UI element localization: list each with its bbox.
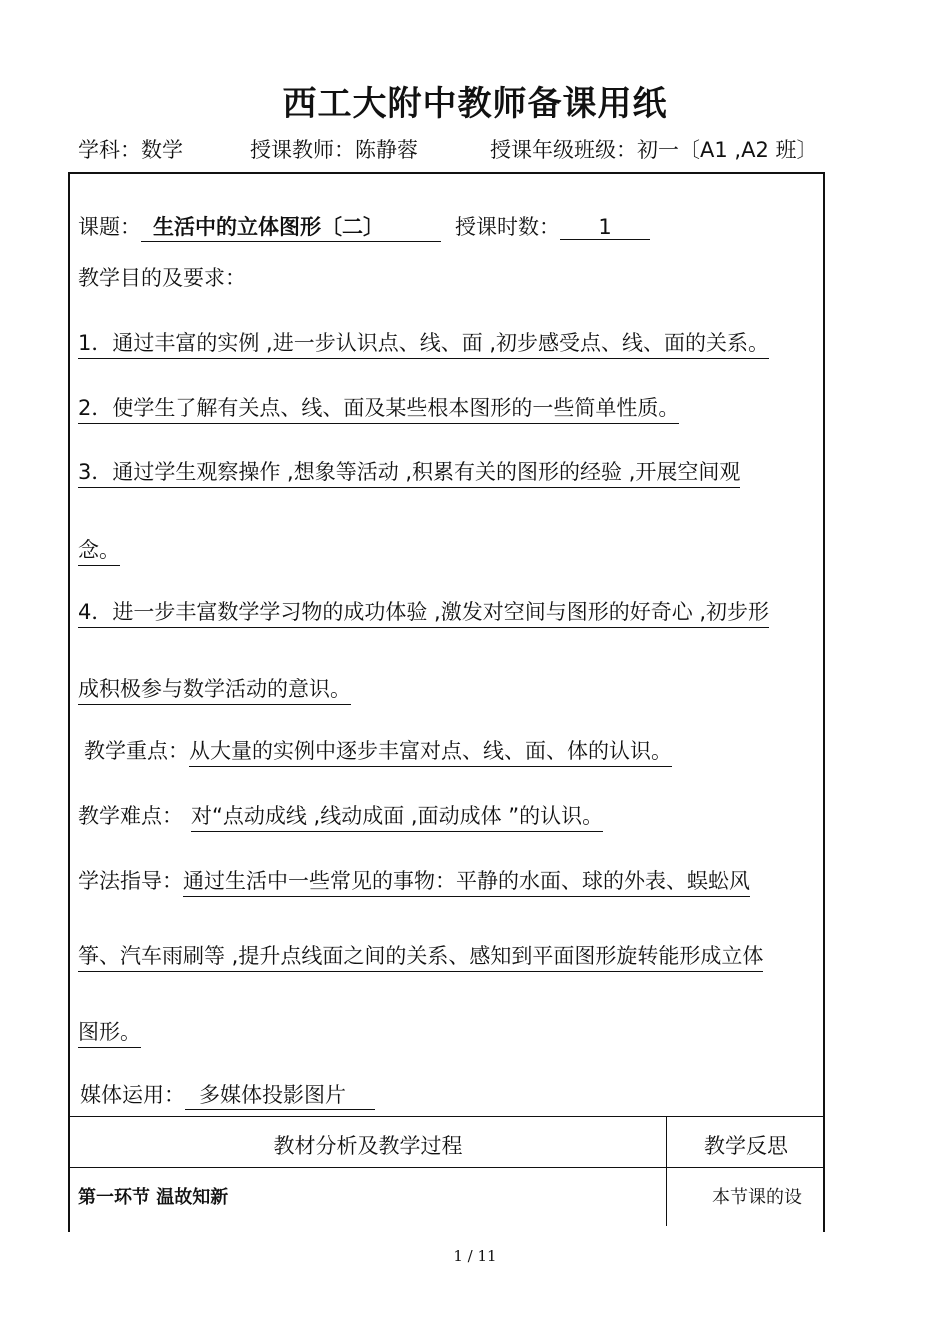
objectives-label: 教学目的及要求： [78, 266, 246, 290]
hours-label: 授课时数： [455, 215, 560, 239]
table-column-divider [666, 1116, 667, 1226]
media-field [185, 1079, 375, 1110]
method-line-2: 筝、汽车雨刷等 ,提升点线面之间的关系、感知到平面图形旋转能形成立体 [78, 940, 763, 972]
column-header-process: 教材分析及教学过程 [273, 1134, 463, 1158]
media-label: 媒体运用： [80, 1083, 185, 1107]
reflection-1: 本节课的设 [712, 1187, 802, 1208]
method-line-3: 图形。 [78, 1016, 141, 1048]
topic-value: 生活中的立体图形〔二〕 [153, 215, 384, 239]
page-number: 1 / 11 [453, 1247, 497, 1265]
topic-row [78, 211, 650, 242]
column-header-reflection: 教学反思 [704, 1134, 788, 1158]
method-row [78, 865, 750, 897]
media-row [80, 1079, 375, 1110]
topic-field [141, 211, 441, 242]
hours-value: 1 [560, 215, 650, 240]
objective-4-cont: 成积极参与数学活动的意识。 [78, 673, 351, 705]
objective-3-cont: 念。 [78, 534, 120, 566]
objective-4: 4．进一步丰富数学学习物的成功体验 ,激发对空间与图形的好奇心 ,初步形 [78, 596, 769, 628]
table-header-border [69, 1167, 824, 1168]
objective-1: 1．通过丰富的实例 ,进一步认识点、线、面 ,初步感受点、线、面的关系。 [78, 327, 769, 359]
topic-label: 课题： [78, 215, 141, 239]
method-line-1: 通过生活中一些常见的事物：平静的水面、球的外表、蜈蚣风 [183, 865, 750, 897]
objective-2: 2．使学生了解有关点、线、面及某些根本图形的一些简单性质。 [78, 392, 679, 424]
difficulty-label: 教学难点： [78, 804, 183, 828]
teacher-info: 授课教师：陈静蓉 [250, 138, 418, 162]
key-point-value: 从大量的实例中逐步丰富对点、线、面、体的认识。 [189, 735, 672, 767]
grade-info: 授课年级班级：初一〔A1 ,A2 班〕 [490, 138, 818, 162]
key-point-row [84, 735, 672, 767]
page-title: 西工大附中教师备课用纸 [282, 84, 668, 124]
method-label: 学法指导： [78, 869, 183, 893]
section-1-title: 第一环节 温故知新 [78, 1187, 229, 1208]
subject-info: 学科：数学 [78, 138, 183, 162]
objective-3: 3．通过学生观察操作 ,想象等活动 ,积累有关的图形的经验 ,开展空间观 [78, 456, 740, 488]
difficulty-row [78, 800, 603, 832]
key-point-label: 教学重点： [84, 739, 189, 763]
table-top-border [69, 1116, 824, 1117]
difficulty-value: 对“点动成线 ,线动成面 ,面动成体 ”的认识。 [191, 800, 603, 832]
media-value: 多媒体投影图片 [199, 1083, 346, 1107]
